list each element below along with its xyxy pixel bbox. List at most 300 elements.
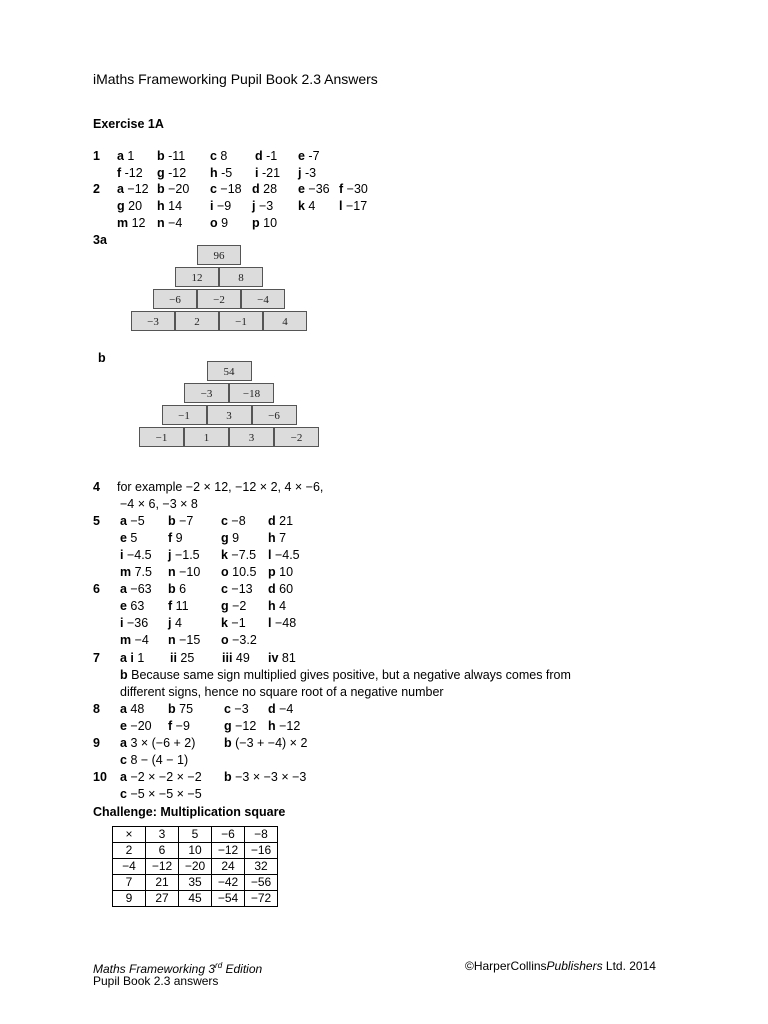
q2-answer [339,181,368,197]
q6-answer [120,615,148,631]
q10-b-value: −3 × −3 × −3 [235,770,307,784]
q1-part-label: a [117,149,124,163]
q2-part-value: 4 [304,199,316,213]
q2-part-value: −18 [216,182,242,196]
q6-part-value: 4 [275,599,287,613]
q1-answer [157,165,186,181]
q2-part-label: l [339,199,343,213]
q2-part-value: 28 [259,182,278,196]
q5-answer [120,547,152,563]
q6-answer [168,615,182,631]
pyramid-brick: 1 [184,427,229,447]
q2-part-value: −4 [164,216,183,230]
table-cell: 3 [146,827,179,843]
q1-answer [210,165,232,181]
q2-part-value: 14 [164,199,183,213]
q7-part [120,650,144,666]
q6-part-value: −13 [227,582,253,596]
q1-part-value: -1 [262,149,278,163]
q1-part-label: 1 [93,149,100,163]
pyramid-brick: 8 [219,267,263,287]
q5-part-value: −7 [175,514,194,528]
footer-copyright [465,958,656,974]
q6-part-label: b [168,582,176,596]
q2-answer [252,215,277,231]
q5-answer [268,530,286,546]
q1-part-label: i [255,166,259,180]
q2-part-label: i [210,199,214,213]
q7-part-label: iii [222,651,233,665]
q8-answer [168,701,193,717]
q5-part-label: f [168,531,173,545]
q2-part-label: c [210,182,217,196]
q5-answer [268,513,293,529]
q6-part-label: m [120,633,132,647]
q6-answer [168,581,186,597]
q5-answer [221,530,239,546]
q5-part-label: j [168,548,172,562]
q6-part-label: g [221,599,229,613]
q1-part-value: -12 [164,166,187,180]
q6-part-label: h [268,599,276,613]
q2-answer [252,181,277,197]
q1-part-label: e [298,149,305,163]
q8-part-value: 75 [175,702,194,716]
q2-answer [93,181,100,197]
table-cell: −8 [245,827,278,843]
q6-part-label: f [168,599,173,613]
q5-part-label: i [120,548,124,562]
q5-part-value: 21 [275,514,294,528]
footer-sup: rd [215,961,223,970]
table-cell: 32 [245,859,278,875]
q6-part-value: −4 [131,633,149,647]
q2-part-label: 2 [93,182,100,196]
q5-part-value: −8 [227,514,246,528]
q7-number: 7 [93,651,100,665]
q6-part-value: −1 [227,616,246,630]
q2-answer [298,181,330,197]
footer-left-line2: Pupil Book 2.3 answers [93,974,219,988]
q8-part-value: −4 [275,702,294,716]
q8-answer [224,718,256,734]
table-cell: 5 [179,827,212,843]
q6-part-label: 6 [93,582,100,596]
table-cell: −12 [212,843,245,859]
q5-answer [268,547,300,563]
q5-part-label: 5 [93,514,100,528]
table-cell: 21 [146,875,179,891]
q2-answer [117,215,146,231]
q1-part-label: f [117,166,122,180]
q5-part-label: a [120,514,127,528]
q5-part-label: e [120,531,127,545]
q5-answer [168,564,200,580]
q5-part-label: g [221,531,229,545]
q6-answer [120,598,144,614]
table-cell: 45 [179,891,212,907]
q6-answer [221,615,246,631]
q1-part-label: g [157,166,165,180]
q6-answer [93,581,100,597]
q8-part-label: e [120,719,127,733]
q4-number: 4 [93,480,100,494]
q8-part-label: d [268,702,276,716]
pyramid-brick: −3 [131,311,175,331]
q5-answer [221,547,256,563]
q1-part-label: d [255,149,263,163]
pyramid-brick: −1 [219,311,263,331]
table-cell: 24 [212,859,245,875]
q6-answer [221,632,257,648]
q5-answer [120,564,152,580]
q7-part-value: 49 [232,651,250,665]
q6-part-value: −36 [123,616,149,630]
q4-line1: for example −2 × 12, −12 × 2, 4 × −6, [117,480,324,494]
q7-part-value: 81 [278,651,296,665]
pyramid-brick: −6 [252,405,297,425]
q6-part-value: 11 [172,599,189,613]
q1-part-value: -5 [217,166,233,180]
q5-answer [120,513,145,529]
q2-part-value: −30 [343,182,368,196]
q8-answer [268,701,293,717]
q8-part-value: −12 [231,719,257,733]
q7-b-text2: different signs, hence no square root of a negative number [120,685,444,699]
q10-number: 10 [93,770,107,784]
multiplication-square-table [112,826,278,907]
q8-answer [224,701,249,717]
q6-part-value: 4 [171,616,182,630]
q7-part-label: ii [170,651,177,665]
q8-answer [120,718,152,734]
q6-part-value: −15 [175,633,201,647]
pyramid-brick: −4 [241,289,285,309]
q6-part-label: c [221,582,228,596]
q5-part-label: b [168,514,176,528]
q2-part-label: j [252,199,256,213]
q5-answer [168,530,183,546]
q8-part-value: −3 [230,702,249,716]
q5-part-value: −5 [126,514,145,528]
pyramid-brick: −2 [274,427,319,447]
q2-part-label: h [157,199,165,213]
pyramid-brick: −6 [153,289,197,309]
q6-part-value: −63 [126,582,152,596]
table-cell: 2 [113,843,146,859]
q8-part-value: −9 [172,719,190,733]
q1-answer [298,165,316,181]
q5-part-value: −10 [175,565,201,579]
q5-part-label: d [268,514,276,528]
pyramid-brick: 12 [175,267,219,287]
q5-part-label: k [221,548,228,562]
footer-edition: Edition [222,962,263,976]
q5-part-value: 9 [172,531,183,545]
table-cell: −42 [212,875,245,891]
q1-part-value: -7 [304,149,320,163]
footer-book-name: Maths Frameworking 3 [93,962,216,976]
q10-b [224,769,306,785]
q1-answer [117,165,143,181]
q1-part-value: -12 [121,166,143,180]
q6-part-label: e [120,599,127,613]
q9-c-value: 8 − (4 − 1) [130,753,189,767]
q2-answer [210,198,231,214]
table-cell: −54 [212,891,245,907]
q6-answer [221,598,246,614]
q9-a-label: a [120,736,127,750]
table-cell: 7 [113,875,146,891]
q2-answer [298,198,315,214]
q8-answer [120,701,144,717]
q5-part-label: c [221,514,228,528]
pyramid-brick: 96 [197,245,241,265]
q5-part-value: 10.5 [228,565,257,579]
q6-part-label: i [120,616,124,630]
table-cell: 6 [146,843,179,859]
q10-c-value: −5 × −5 × −5 [130,787,202,801]
q10-a-label: a [120,770,127,784]
q10-a [120,769,202,785]
q6-part-label: n [168,633,176,647]
pyramid-brick: 3 [229,427,274,447]
q2-part-label: o [210,216,218,230]
q1-answer [255,165,280,181]
q1-part-value: -11 [164,149,186,163]
q8-part-label: f [168,719,173,733]
q10-c [120,786,202,802]
pyramid-brick: 4 [263,311,307,331]
q8-part-label: c [224,702,231,716]
q6-part-label: a [120,582,127,596]
table-cell: 10 [179,843,212,859]
q8-part-value: 48 [126,702,145,716]
q1-part-label: h [210,166,218,180]
footer-copy-a: ©HarperCollins [465,959,547,973]
q8-part-value: −20 [126,719,152,733]
q2-answer [117,181,149,197]
q5-part-value: 9 [228,531,240,545]
q5-answer [221,513,246,529]
q2-part-label: m [117,216,129,230]
q6-answer [168,598,189,614]
q9-b-value: (−3 + −4) × 2 [235,736,308,750]
table-row [113,843,278,859]
q2-part-value: −9 [213,199,232,213]
challenge-heading: Challenge: Multiplication square [93,805,286,819]
q6-part-value: −48 [271,616,297,630]
q1-part-value: -3 [301,166,317,180]
q5-part-label: p [268,565,276,579]
page-title: iMaths Frameworking Pupil Book 2.3 Answers [93,71,378,87]
q2-part-label: n [157,216,165,230]
pyramid-brick: −1 [139,427,184,447]
q2-part-label: a [117,182,124,196]
q10-b-label: b [224,770,232,784]
q2-part-value: −17 [342,199,368,213]
q6-part-value: −2 [228,599,247,613]
q2-answer [210,181,242,197]
table-cell: 27 [146,891,179,907]
q6-answer [120,632,149,648]
q9-c [120,752,188,768]
q2-part-label: b [157,182,165,196]
q2-part-label: g [117,199,125,213]
q1-part-value: 8 [216,149,228,163]
q1-answer [210,148,227,164]
q5-part-value: −1.5 [171,548,200,562]
q5-part-value: −4.5 [123,548,152,562]
q2-answer [157,198,182,214]
q6-part-value: 60 [275,582,294,596]
q5-answer [120,530,137,546]
q7-b-text1: Because same sign multiplied gives positive, but a negative always comes from [131,668,571,682]
q2-part-label: k [298,199,305,213]
q3b-label: b [98,351,106,365]
q5-answer [268,564,293,580]
q2-part-value: 12 [128,216,146,230]
q5-part-value: −7.5 [227,548,257,562]
q2-answer [117,198,142,214]
q5-answer [93,513,100,529]
q5-part-value: 7.5 [131,565,152,579]
q7-b-line1 [120,667,571,683]
q8-part-label: a [120,702,127,716]
q6-part-label: d [268,582,276,596]
q8-answer [93,701,100,717]
q8-part-value: −12 [275,719,301,733]
q3a-label: 3a [93,233,107,247]
table-cell: × [113,827,146,843]
q9-a [120,735,195,751]
q2-part-label: d [252,182,260,196]
footer-copy-b: Publishers [546,959,603,973]
q7-part-label: iv [268,651,279,665]
q5-part-value: 7 [275,531,287,545]
q1-part-label: c [210,149,217,163]
table-row [113,859,278,875]
q7-b-label: b [120,668,128,682]
table-cell: −6 [212,827,245,843]
q1-answer [298,148,320,164]
q2-part-value: −3 [255,199,274,213]
q7-part [222,650,250,666]
q2-answer [252,198,273,214]
table-cell: −4 [113,859,146,875]
pyramid-brick: −2 [197,289,241,309]
pyramid-brick: 2 [175,311,219,331]
q6-answer [268,581,293,597]
q1-answer [157,148,185,164]
q2-answer [157,215,182,231]
pyramid-brick: −18 [229,383,274,403]
q2-part-label: e [298,182,305,196]
q10-c-label: c [120,787,127,801]
q8-answer [168,718,190,734]
q7-part-value: 1 [133,651,145,665]
q8-part-label: h [268,719,276,733]
q8-part-label: g [224,719,232,733]
q9-a-value: 3 × (−6 + 2) [130,736,196,750]
q5-part-label: o [221,565,229,579]
q1-answer [255,148,277,164]
table-cell: 35 [179,875,212,891]
q2-part-value: −20 [164,182,190,196]
q2-part-value: −36 [304,182,330,196]
q2-part-value: 9 [217,216,229,230]
q6-part-label: l [268,616,272,630]
q1-answer [93,148,100,164]
pyramid-brick: 3 [207,405,252,425]
q1-part-label: b [157,149,165,163]
q5-answer [168,547,200,563]
q2-answer [210,215,228,231]
q1-part-label: j [298,166,302,180]
q2-part-label: p [252,216,260,230]
table-cell: −12 [146,859,179,875]
q4-line2: −4 × 6, −3 × 8 [120,497,198,511]
q8-answer [268,718,300,734]
table-row [113,827,278,843]
q5-part-value: 5 [126,531,138,545]
q8-part-label: 8 [93,702,100,716]
q5-part-value: 10 [275,565,294,579]
q6-part-label: o [221,633,229,647]
q6-answer [268,615,296,631]
table-cell: −20 [179,859,212,875]
q6-part-label: k [221,616,228,630]
q5-part-label: h [268,531,276,545]
q2-answer [339,198,367,214]
q6-part-value: 6 [175,582,187,596]
q7-part-label: a i [120,651,134,665]
q5-part-label: m [120,565,132,579]
q6-answer [120,581,152,597]
table-cell: 9 [113,891,146,907]
exercise-heading: Exercise 1A [93,117,164,131]
pyramid-brick: −1 [162,405,207,425]
table-row [113,875,278,891]
footer-copy-c: Ltd. 2014 [602,959,656,973]
q5-part-label: l [268,548,272,562]
q1-part-value: -21 [258,166,281,180]
q7-part-value: 25 [176,651,195,665]
q1-answer [117,148,134,164]
q6-answer [168,632,200,648]
table-cell: −16 [245,843,278,859]
q7-part [170,650,194,666]
table-row [113,891,278,907]
q2-part-value: 10 [259,216,278,230]
q1-part-value: 1 [123,149,135,163]
q2-part-value: −12 [123,182,149,196]
q5-part-value: −4.5 [271,548,300,562]
q2-answer [157,181,189,197]
q10-a-value: −2 × −2 × −2 [130,770,202,784]
q9-number: 9 [93,736,100,750]
pyramid-brick: −3 [184,383,229,403]
q5-part-label: n [168,565,176,579]
q6-part-value: 63 [126,599,145,613]
q6-part-label: j [168,616,172,630]
q9-b [224,735,307,751]
q7-part [268,650,296,666]
q9-c-label: c [120,753,127,767]
q6-part-value: −3.2 [228,633,257,647]
table-cell: −72 [245,891,278,907]
q5-answer [221,564,256,580]
